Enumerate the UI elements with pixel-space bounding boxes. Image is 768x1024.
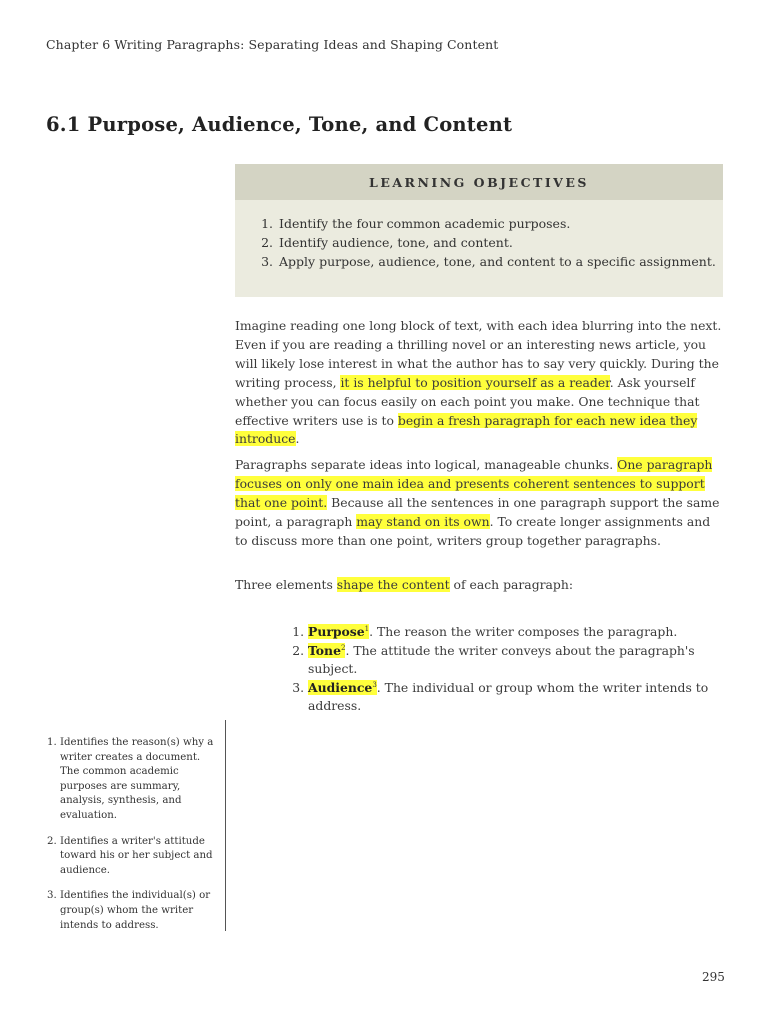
highlighted-term: [308, 643, 345, 658]
section-title: 6.1 Purpose, Audience, Tone, and Content: [46, 113, 513, 136]
highlighted-term: [308, 624, 369, 639]
footnote-ref[interactable]: 1: [364, 624, 370, 633]
margin-note: 1. Identifies the reason(s) why a writer creates a document. The common academic purposes are summary, analysis, synthesis, and evaluation.: [60, 736, 215, 824]
paragraph-text: . Ask yourself whether you can focus easily on each point you make. One technique that effective writers use is to: [235, 374, 700, 428]
paragraph-elements-intro: [235, 576, 723, 595]
learning-objectives-heading: LEARNING OBJECTIVES: [235, 164, 723, 200]
highlighted-text: shape the content: [336, 577, 450, 592]
paragraph-intro: [235, 317, 723, 449]
margin-notes-list: [40, 736, 215, 933]
paragraph-text: Three elements: [235, 577, 337, 592]
element-text: . The reason the writer composes the paragraph.: [369, 624, 678, 639]
learning-objectives-list: [235, 214, 723, 271]
highlighted-text: begin a fresh paragraph for each new idea they introduce: [235, 412, 698, 447]
running-head: Chapter 6 Writing Paragraphs: Separating Ideas and Shaping Content: [46, 37, 499, 52]
element-term: Purpose: [308, 624, 365, 639]
margin-notes: [40, 720, 226, 931]
objective-item: 2. Identify audience, tone, and content.: [277, 233, 723, 252]
highlighted-text: One paragraph focuses on only one main idea and presents coherent sentences to support that one point.: [235, 457, 713, 510]
paragraph-chunks: [235, 456, 723, 551]
element-term: Tone: [308, 642, 341, 658]
paragraph-text: .: [295, 431, 300, 447]
paragraph-text: . To create longer assignments and to discuss more than one point, writers group together paragraphs.: [235, 513, 711, 548]
paragraph-text: of each paragraph:: [449, 577, 574, 592]
highlighted-text: it is helpful to position yourself as a reader: [340, 374, 610, 390]
paragraph-text: Paragraphs separate ideas into logical, manageable chunks.: [235, 457, 618, 472]
objective-item: 3. Apply purpose, audience, tone, and content to a specific assignment.: [277, 252, 723, 271]
highlighted-term: [308, 680, 377, 695]
footnote-ref[interactable]: 3: [372, 680, 377, 689]
element-item: [308, 679, 744, 716]
margin-note: 2. Identifies a writer's attitude toward his or her subject and audience.: [60, 835, 215, 879]
paragraph-text: Imagine reading one long block of text, with each idea blurring into the next. Even if you are reading a thrilling novel or an interesting news article, you will likely lose interest in what the author has to say very quickly. During the writing process,: [235, 318, 722, 390]
element-item: [308, 623, 744, 642]
element-term: Audience: [308, 679, 373, 695]
element-item: [308, 642, 744, 679]
elements-list: [287, 623, 744, 716]
element-text: . The attitude the writer conveys about the paragraph's subject.: [308, 642, 695, 676]
margin-note: 3. Identifies the individual(s) or group(s) whom the writer intends to address.: [60, 889, 215, 933]
learning-objectives-box: [235, 164, 723, 297]
paragraph-text: Because all the sentences in one paragraph support the same point, a paragraph: [235, 494, 720, 529]
element-text: . The individual or group whom the writer intends to address.: [308, 679, 709, 713]
footnote-ref[interactable]: 2: [340, 643, 346, 652]
objective-item: 1. Identify the four common academic purposes.: [277, 214, 723, 233]
page-number: 295: [702, 970, 725, 984]
highlighted-text: may stand on its own: [356, 513, 490, 529]
